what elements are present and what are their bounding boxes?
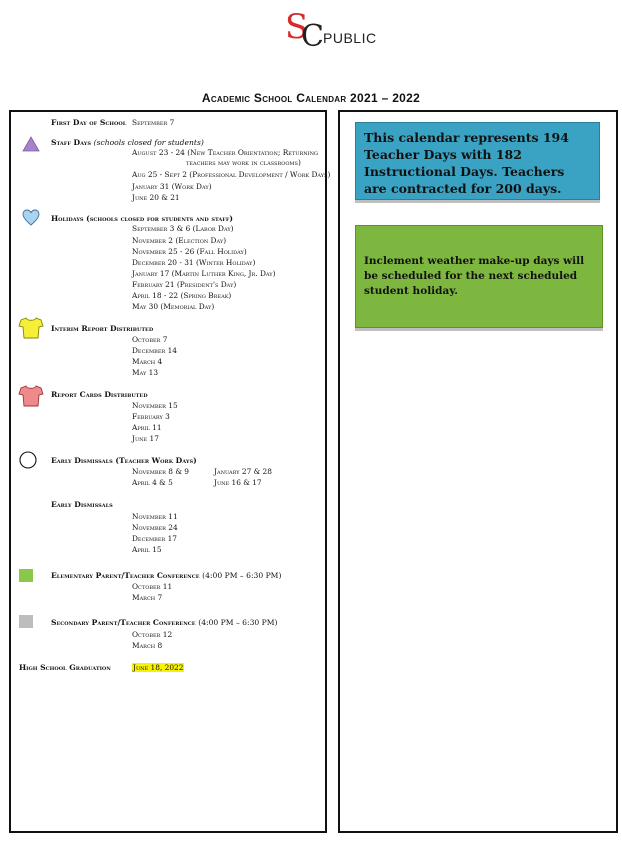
- interim-date: March 4: [132, 357, 163, 366]
- secondary-conference-date: October 12: [132, 630, 173, 639]
- holiday-line: January 17 (Martin Luther King, Jr. Day): [132, 269, 276, 278]
- staff-days-line: Aug 25 - Sept 2 (Professional Development / Work Days): [132, 170, 331, 179]
- logo-text: PUBLIC: [323, 30, 377, 46]
- early-dismissals-label: Early Dismissals: [51, 500, 113, 509]
- interim-label: Interim Report Distributed: [51, 324, 154, 333]
- early-teacher-date: January 27 & 28: [214, 467, 272, 476]
- holiday-line: November 2 (Election Day): [132, 236, 227, 245]
- secondary-conference-title: Secondary Parent/Teacher Conference: [51, 618, 196, 627]
- staff-days-title: Staff Days: [51, 138, 91, 147]
- early-dismissal-date: December 17: [132, 534, 178, 543]
- inclement-weather-callout: Inclement weather make-up days will be scheduled for the next scheduled student holiday.: [355, 225, 603, 328]
- holiday-line: December 20 - 31 (Winter Holiday): [132, 258, 256, 267]
- staff-days-line: June 20 & 21: [132, 193, 180, 202]
- interim-date: December 14: [132, 346, 178, 355]
- report-card-date: November 15: [132, 401, 178, 410]
- yellow-shirt-icon: [18, 317, 44, 339]
- instructional-days-callout: This calendar represents 194 Teacher Days with 182 Instructional Days. Teachers are contracted for 200 days.: [355, 122, 600, 200]
- holiday-line: April 18 - 22 (Spring Break): [132, 291, 232, 300]
- secondary-conference-time: (4:00 PM – 6:30 PM): [198, 618, 278, 627]
- early-teacher-date: April 4 & 5: [132, 478, 173, 487]
- early-dismissal-date: April 15: [132, 545, 162, 554]
- elementary-conference-title: Elementary Parent/Teacher Conference: [51, 571, 200, 580]
- staff-days-line: August 23 - 24 (New Teacher Orientation; Returning: [132, 148, 318, 157]
- secondary-conference-label: [51, 618, 278, 627]
- elementary-conference-date: October 11: [132, 582, 173, 591]
- early-teacher-label: Early Dismissals (Teacher Work Days): [51, 456, 197, 465]
- logo-letter-s: S: [285, 7, 309, 47]
- early-teacher-date: November 8 & 9: [132, 467, 189, 476]
- report-cards-label: Report Cards Distributed: [51, 390, 148, 399]
- early-dismissal-date: November 11: [132, 512, 178, 521]
- red-shirt-icon: [18, 385, 44, 407]
- first-day-date: September 7: [132, 118, 175, 127]
- logo-letter-c: C: [301, 19, 324, 54]
- secondary-conference-date: March 8: [132, 641, 163, 650]
- report-card-date: June 17: [132, 434, 159, 443]
- staff-days-line: teachers may work in classrooms): [186, 158, 301, 167]
- holiday-line: September 3 & 6 (Labor Day): [132, 224, 234, 233]
- interim-date: October 7: [132, 335, 168, 344]
- triangle-icon: [22, 136, 40, 152]
- heart-icon: [22, 209, 40, 226]
- green-square-icon: [19, 569, 33, 582]
- logo: [285, 7, 377, 54]
- early-teacher-date: June 16 & 17: [214, 478, 262, 487]
- gray-square-icon: [19, 615, 33, 628]
- holidays-label: Holidays (schools closed for students and staff): [51, 214, 233, 223]
- interim-date: May 13: [132, 368, 159, 377]
- holiday-line: May 30 (Memorial Day): [132, 302, 215, 311]
- early-dismissal-date: November 24: [132, 523, 178, 532]
- graduation-date: [132, 662, 184, 673]
- page-title: Academic School Calendar 2021 – 2022: [201, 91, 421, 105]
- staff-days-label: [51, 138, 204, 147]
- report-card-date: April 11: [132, 423, 162, 432]
- calendar-info-panel: [338, 110, 618, 833]
- graduation-label: High School Graduation: [19, 663, 111, 672]
- elementary-conference-date: March 7: [132, 593, 163, 602]
- holiday-line: November 25 - 26 (Fall Holiday): [132, 247, 247, 256]
- first-day-label: First Day of School: [51, 118, 127, 127]
- graduation-date-highlight: June 18, 2022: [133, 663, 184, 672]
- holiday-line: February 21 (President's Day): [132, 280, 237, 289]
- elementary-conference-time: (4:00 PM – 6:30 PM): [202, 571, 282, 580]
- staff-days-note: (schools closed for students): [93, 138, 204, 147]
- circle-icon: [19, 451, 37, 469]
- staff-days-line: January 31 (Work Day): [132, 182, 212, 191]
- report-card-date: February 3: [132, 412, 170, 421]
- elementary-conference-label: [51, 571, 281, 580]
